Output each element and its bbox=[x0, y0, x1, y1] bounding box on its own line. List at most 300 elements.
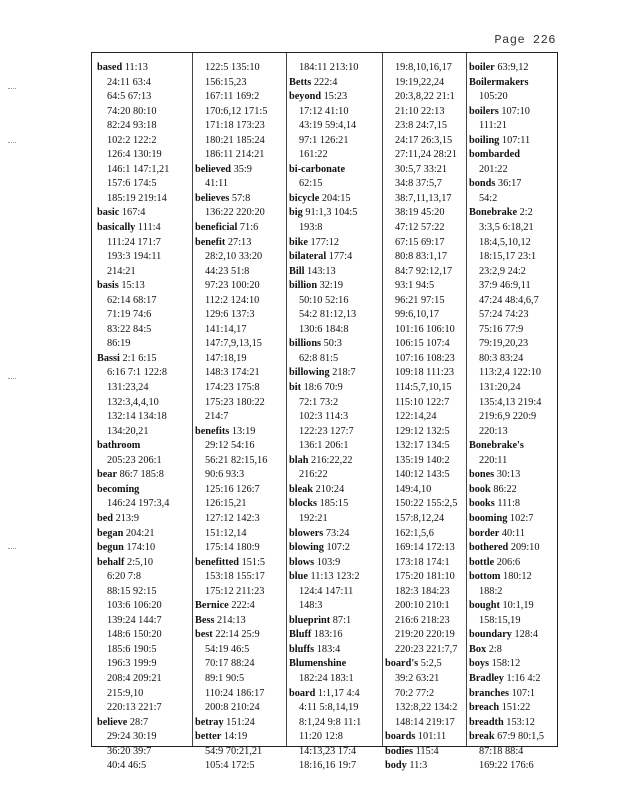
index-entry-continuation bbox=[97, 163, 189, 178]
index-entry-continuation bbox=[469, 366, 556, 381]
page-line-refs: 89:1 90:5 bbox=[205, 672, 245, 684]
page-line-refs: 135:19 140:2 bbox=[395, 454, 450, 466]
index-term: bonds bbox=[469, 178, 496, 190]
page-line-refs: 122:23 127:7 bbox=[299, 425, 354, 437]
index-entry-continuation bbox=[385, 701, 468, 716]
page-line-refs: 213:9 bbox=[115, 512, 140, 524]
column-divider bbox=[382, 53, 383, 746]
index-entry-continuation bbox=[195, 410, 285, 425]
index-term: begun bbox=[97, 542, 124, 554]
index-entry-continuation bbox=[195, 454, 285, 469]
page-line-refs: 167:4 bbox=[121, 207, 146, 219]
page-line-refs: 71:19 74:6 bbox=[107, 309, 152, 321]
index-entry-continuation bbox=[97, 177, 189, 192]
index-entry bbox=[469, 76, 556, 91]
index-term: bathroom bbox=[97, 440, 141, 452]
index-entry-continuation bbox=[195, 497, 285, 512]
index-term: bombarded bbox=[469, 149, 520, 161]
index-entry-continuation bbox=[289, 105, 380, 120]
page-line-refs: 175:23 180:22 bbox=[205, 396, 265, 408]
index-entry-continuation bbox=[195, 308, 285, 323]
index-column-5 bbox=[469, 53, 556, 772]
page-line-refs: 2:2 bbox=[519, 207, 533, 219]
index-entry bbox=[97, 512, 189, 527]
index-term: breach bbox=[469, 702, 500, 714]
index-entry bbox=[469, 541, 556, 556]
index-entry-continuation bbox=[385, 90, 468, 105]
index-entry-continuation bbox=[385, 396, 468, 411]
index-entry bbox=[195, 236, 285, 251]
page-line-refs: 115:10 122:7 bbox=[395, 396, 450, 408]
index-entry bbox=[289, 76, 380, 91]
index-entry-continuation bbox=[97, 308, 189, 323]
index-entry bbox=[469, 497, 556, 512]
index-entry-continuation bbox=[385, 672, 468, 687]
index-entry-continuation bbox=[195, 177, 285, 192]
index-entry-continuation bbox=[385, 236, 468, 251]
index-entry bbox=[289, 236, 380, 251]
page-line-refs: 185:15 bbox=[319, 498, 349, 510]
page-line-refs: 132:3,4,4,10 bbox=[107, 396, 159, 408]
page-line-refs: 170:6,12 171:5 bbox=[205, 105, 268, 117]
index-term: boards bbox=[385, 731, 416, 743]
index-term: bottom bbox=[469, 571, 501, 583]
index-entry bbox=[97, 541, 189, 556]
page-line-refs: 122:14,24 bbox=[395, 411, 437, 423]
index-term: boys bbox=[469, 658, 490, 670]
index-term: blah bbox=[289, 454, 309, 466]
page-line-refs: 14:13,23 17:4 bbox=[299, 745, 357, 757]
index-entry bbox=[469, 206, 556, 221]
index-term: bleak bbox=[289, 483, 314, 495]
index-entry-continuation bbox=[469, 119, 556, 134]
page-line-refs: 19:8,10,16,17 bbox=[395, 62, 452, 73]
index-entry-continuation bbox=[289, 759, 380, 774]
index-entry-continuation bbox=[195, 265, 285, 280]
index-entry-continuation bbox=[385, 177, 468, 192]
index-entry-continuation bbox=[195, 337, 285, 352]
page-line-refs: 182:3 184:23 bbox=[395, 585, 450, 597]
index-term: bilateral bbox=[289, 251, 327, 263]
index-entry bbox=[469, 628, 556, 643]
page-line-refs: 79:19,20,23 bbox=[479, 338, 529, 350]
index-entry-continuation bbox=[195, 76, 285, 91]
index-entry-continuation bbox=[195, 105, 285, 120]
index-term: best bbox=[195, 629, 213, 641]
index-entry-continuation bbox=[469, 352, 556, 367]
index-entry-continuation bbox=[97, 236, 189, 251]
index-entry-continuation bbox=[385, 76, 468, 91]
index-entry-continuation bbox=[385, 643, 468, 658]
index-term: bicycle bbox=[289, 192, 320, 204]
page-line-refs: 82:24 93:18 bbox=[107, 120, 157, 132]
index-entry bbox=[469, 701, 556, 716]
page-line-refs: 126:15,21 bbox=[205, 498, 247, 510]
index-entry bbox=[469, 468, 556, 483]
page-line-refs: 183:4 bbox=[316, 643, 341, 655]
index-term: bit bbox=[289, 382, 302, 394]
page-line-refs: 222:4 bbox=[231, 600, 255, 612]
page-line-refs: 186:11 214:21 bbox=[205, 149, 265, 161]
page-line-refs: 1:1,17 4:4 bbox=[317, 687, 360, 699]
index-term: book bbox=[469, 483, 491, 495]
page-line-refs: 129:12 132:5 bbox=[395, 425, 450, 437]
page-line-refs: 107:2 bbox=[326, 542, 350, 554]
index-entry-continuation bbox=[97, 657, 189, 672]
page-line-refs: 22:14 25:9 bbox=[215, 629, 260, 641]
page-line-refs: 102:2 122:2 bbox=[107, 134, 157, 146]
index-entry-continuation bbox=[97, 250, 189, 265]
page-line-refs: 19:19,22,24 bbox=[395, 76, 445, 88]
index-entry-continuation bbox=[97, 119, 189, 134]
index-entry-continuation bbox=[385, 265, 468, 280]
index-term: blueprint bbox=[289, 614, 331, 626]
page-line-refs: 30:13 bbox=[496, 469, 521, 481]
page-line-refs: 136:1 206:1 bbox=[299, 440, 349, 452]
page-line-refs: 84:7 92:12,17 bbox=[395, 265, 453, 277]
page-line-refs: 214:21 bbox=[107, 265, 136, 277]
index-entry-continuation bbox=[385, 556, 468, 571]
index-term: better bbox=[195, 731, 222, 743]
page-number: Page 226 bbox=[494, 33, 556, 47]
page-line-refs: 27:13 bbox=[227, 236, 252, 248]
index-entry bbox=[97, 439, 189, 454]
index-entry bbox=[97, 468, 189, 483]
index-entry-continuation bbox=[289, 425, 380, 440]
page-line-refs: 54:2 81:12,13 bbox=[299, 309, 357, 321]
page-line-refs: 183:16 bbox=[313, 629, 343, 641]
page-line-refs: 11:3 bbox=[409, 760, 428, 772]
index-entry-continuation bbox=[289, 119, 380, 134]
page-line-refs: 148:3 bbox=[299, 600, 323, 612]
index-entry bbox=[289, 483, 380, 498]
index-entry-continuation bbox=[385, 527, 468, 542]
page-line-refs: 103:9 bbox=[316, 556, 341, 568]
index-term: Blumenshine bbox=[289, 658, 347, 670]
index-entry-continuation bbox=[195, 90, 285, 105]
index-term: beyond bbox=[289, 91, 322, 103]
index-entry bbox=[469, 527, 556, 542]
index-term: betray bbox=[195, 716, 224, 728]
index-entry bbox=[97, 279, 189, 294]
index-term: bones bbox=[469, 469, 495, 481]
page-line-refs: 151:22 bbox=[501, 702, 531, 714]
index-entry bbox=[385, 730, 468, 745]
page-line-refs: 126:4 130:19 bbox=[107, 149, 162, 161]
index-entry-continuation bbox=[385, 628, 468, 643]
index-entry-continuation bbox=[469, 265, 556, 280]
index-entry bbox=[289, 657, 380, 672]
page-line-refs: 132:17 134:5 bbox=[395, 440, 450, 452]
page-line-refs: 220:13 bbox=[479, 425, 508, 437]
page-line-refs: 167:11 169:2 bbox=[205, 91, 260, 103]
page-line-refs: 40:11 bbox=[501, 527, 525, 539]
index-entry-continuation bbox=[289, 294, 380, 309]
index-entry-continuation bbox=[97, 265, 189, 280]
index-term: blue bbox=[289, 571, 308, 583]
index-entry bbox=[469, 657, 556, 672]
index-entry-continuation bbox=[469, 585, 556, 600]
page-line-refs: 56:21 82:15,16 bbox=[205, 454, 268, 466]
page-line-refs: 204:15 bbox=[321, 192, 351, 204]
index-entry-continuation bbox=[97, 105, 189, 120]
page-line-refs: 4:11 5:8,14,19 bbox=[299, 702, 359, 714]
page-line-refs: 13:19 bbox=[231, 425, 256, 437]
index-entry bbox=[469, 439, 556, 454]
page-line-refs: 109:18 111:23 bbox=[395, 367, 455, 379]
page-line-refs: 91:1,3 104:5 bbox=[305, 207, 358, 219]
index-entry bbox=[289, 381, 380, 396]
index-term: boiler bbox=[469, 62, 495, 73]
page-line-refs: 216:22,22 bbox=[311, 454, 353, 466]
page-line-refs: 24:17 26:3,15 bbox=[395, 134, 453, 146]
page-line-refs: 158:15,19 bbox=[479, 614, 521, 626]
index-term: blowing bbox=[289, 542, 324, 554]
index-term: Bess bbox=[195, 614, 215, 626]
page-line-refs: 113:2,4 122:10 bbox=[479, 367, 541, 379]
index-entry-continuation bbox=[385, 148, 468, 163]
page-line-refs: 8:1,24 9:8 11:1 bbox=[299, 716, 362, 728]
page-line-refs: 23:8 24:7,15 bbox=[395, 120, 448, 132]
index-entry-continuation bbox=[469, 759, 556, 774]
page-line-refs: 43:19 59:4,14 bbox=[299, 120, 357, 132]
index-entry bbox=[289, 279, 380, 294]
index-entry-continuation bbox=[385, 439, 468, 454]
index-entry-continuation bbox=[385, 716, 468, 731]
index-term: Bradley bbox=[469, 672, 504, 684]
page-line-refs: 175:12 211:23 bbox=[205, 585, 265, 597]
page-line-refs: 140:12 143:5 bbox=[395, 469, 450, 481]
index-term: break bbox=[469, 731, 495, 743]
index-entry-continuation bbox=[289, 323, 380, 338]
page-line-refs: 6:16 7:1 122:8 bbox=[107, 367, 168, 379]
index-entry-continuation bbox=[385, 454, 468, 469]
page-line-refs: 28:7 bbox=[129, 716, 149, 728]
page-line-refs: 174:10 bbox=[126, 542, 156, 554]
page-line-refs: 86:7 185:8 bbox=[119, 469, 164, 481]
index-entry-continuation bbox=[97, 585, 189, 600]
index-entry-continuation bbox=[195, 352, 285, 367]
index-entry-continuation bbox=[385, 119, 468, 134]
index-entry bbox=[289, 192, 380, 207]
index-entry bbox=[195, 716, 285, 731]
page-line-refs: 62:8 81:5 bbox=[299, 352, 339, 364]
index-entry-continuation bbox=[97, 410, 189, 425]
page-line-refs: 214:13 bbox=[217, 614, 246, 626]
index-entry bbox=[469, 570, 556, 585]
page-line-refs: 131:20,24 bbox=[479, 382, 521, 394]
page-line-refs: 162:1,5,6 bbox=[395, 527, 434, 539]
page-line-refs: 147:18,19 bbox=[205, 352, 247, 364]
index-entry-continuation bbox=[97, 643, 189, 658]
page-line-refs: 220:13 221:7 bbox=[107, 702, 162, 714]
index-term: boilers bbox=[469, 105, 499, 117]
index-entry-continuation bbox=[97, 148, 189, 163]
page-line-refs: 11:20 12:8 bbox=[299, 731, 343, 743]
page-line-refs: 96:21 97:15 bbox=[395, 294, 445, 306]
index-entry-continuation bbox=[289, 745, 380, 760]
page-line-refs: 80:8 83:1,17 bbox=[395, 251, 448, 263]
index-entry-continuation bbox=[97, 745, 189, 760]
index-entry-continuation bbox=[195, 366, 285, 381]
page-line-refs: 151:24 bbox=[226, 716, 255, 728]
page-line-refs: 2:5,10 bbox=[127, 556, 154, 568]
page-line-refs: 185:19 219:14 bbox=[107, 192, 167, 204]
index-entry-continuation bbox=[97, 294, 189, 309]
page-line-refs: 24:11 63:4 bbox=[107, 76, 151, 88]
page-line-refs: 41:11 bbox=[205, 178, 229, 190]
index-entry-continuation bbox=[385, 134, 468, 149]
page-line-refs: 30:5,7 33:21 bbox=[395, 163, 448, 175]
index-entry-continuation bbox=[289, 148, 380, 163]
page-line-refs: 18:6 70:9 bbox=[303, 382, 343, 394]
margin-mark bbox=[8, 548, 16, 550]
page-line-refs: 86:22 bbox=[493, 483, 517, 495]
page-line-refs: 83:22 84:5 bbox=[107, 323, 152, 335]
page-line-refs: 218:7 bbox=[332, 367, 356, 379]
index-entry bbox=[469, 716, 556, 731]
index-entry-continuation bbox=[385, 541, 468, 556]
page-line-refs: 110:24 186:17 bbox=[205, 687, 265, 699]
page-line-refs: 148:14 219:17 bbox=[395, 716, 455, 728]
index-term: Bill bbox=[289, 265, 305, 277]
page-line-refs: 5:2,5 bbox=[420, 658, 442, 670]
index-entry bbox=[97, 61, 189, 76]
page-line-refs: 64:5 67:13 bbox=[107, 91, 152, 103]
index-term: Bernice bbox=[195, 600, 229, 612]
index-entry-continuation bbox=[97, 323, 189, 338]
index-entry-continuation bbox=[469, 425, 556, 440]
page-line-refs: 215:9,10 bbox=[107, 687, 144, 699]
page-line-refs: 149:4,10 bbox=[395, 483, 432, 495]
page-line-refs: 93:1 94:5 bbox=[395, 280, 435, 292]
page-line-refs: 216:22 bbox=[299, 469, 328, 481]
page-line-refs: 15:13 bbox=[121, 280, 145, 292]
index-entry bbox=[97, 483, 189, 498]
index-term: based bbox=[97, 62, 123, 73]
index-entry bbox=[289, 206, 380, 221]
index-entry-continuation bbox=[97, 628, 189, 643]
index-term: breadth bbox=[469, 716, 504, 728]
index-entry bbox=[97, 556, 189, 571]
index-entry-continuation bbox=[469, 614, 556, 629]
index-entry-continuation bbox=[195, 119, 285, 134]
index-entry-continuation bbox=[97, 366, 189, 381]
index-entry-continuation bbox=[469, 192, 556, 207]
index-entry bbox=[289, 366, 380, 381]
page-line-refs: 209:10 bbox=[510, 542, 540, 554]
index-term: branches bbox=[469, 687, 510, 699]
index-entry-continuation bbox=[97, 614, 189, 629]
index-term: bike bbox=[289, 236, 308, 248]
index-entry-continuation bbox=[195, 643, 285, 658]
page-line-refs: 70:2 77:2 bbox=[395, 687, 435, 699]
index-entry bbox=[195, 163, 285, 178]
page-line-refs: 129:6 137:3 bbox=[205, 309, 255, 321]
page-line-refs: 169:14 172:13 bbox=[395, 542, 455, 554]
index-entry-continuation bbox=[289, 512, 380, 527]
page-line-refs: 131:23,24 bbox=[107, 382, 149, 394]
index-entry-continuation bbox=[195, 250, 285, 265]
index-entry-continuation bbox=[385, 687, 468, 702]
index-entry bbox=[97, 716, 189, 731]
page-line-refs: 220:23 221:7,7 bbox=[395, 643, 458, 655]
page-line-refs: 200:10 210:1 bbox=[395, 600, 450, 612]
index-column-3 bbox=[289, 53, 380, 772]
page-line-refs: 75:16 77:9 bbox=[479, 323, 524, 335]
index-entry-continuation bbox=[469, 745, 556, 760]
index-entry bbox=[289, 687, 380, 702]
page-line-refs: 107:10 bbox=[501, 105, 530, 117]
index-entry-continuation bbox=[385, 250, 468, 265]
page-line-refs: 157:6 174:5 bbox=[107, 178, 157, 190]
page-line-refs: 86:19 bbox=[107, 338, 131, 350]
page-line-refs: 102:7 bbox=[509, 512, 534, 524]
index-entry-continuation bbox=[195, 512, 285, 527]
index-term: bi-carbonate bbox=[289, 163, 346, 175]
index-entry bbox=[289, 556, 380, 571]
index-entry-continuation bbox=[469, 396, 556, 411]
index-term: benefitted bbox=[195, 556, 240, 568]
page-line-refs: 35:9 bbox=[233, 163, 252, 175]
page-line-refs: 146:1 147:1,21 bbox=[107, 163, 170, 175]
page-line-refs: 196:3 199:9 bbox=[107, 658, 157, 670]
index-entry bbox=[195, 192, 285, 207]
index-entry-continuation bbox=[195, 206, 285, 221]
page-line-refs: 29:12 54:16 bbox=[205, 440, 255, 452]
index-entry bbox=[469, 512, 556, 527]
page-line-refs: 161:22 bbox=[299, 149, 328, 161]
page-line-refs: 125:16 126:7 bbox=[205, 483, 260, 495]
page-line-refs: 114:5,7,10,15 bbox=[395, 382, 452, 394]
page-line-refs: 57:24 74:23 bbox=[479, 309, 529, 321]
index-entry-continuation bbox=[469, 323, 556, 338]
page-line-refs: 150:22 155:2,5 bbox=[395, 498, 458, 510]
index-entry bbox=[385, 745, 468, 760]
index-entry-continuation bbox=[289, 396, 380, 411]
index-entry-continuation bbox=[289, 468, 380, 483]
index-entry-continuation bbox=[289, 599, 380, 614]
index-entry-continuation bbox=[97, 90, 189, 105]
page-line-refs: 105:20 bbox=[479, 91, 508, 103]
page-line-refs: 18:16,16 19:7 bbox=[299, 760, 357, 772]
index-entry-continuation bbox=[385, 599, 468, 614]
index-entry-continuation bbox=[97, 396, 189, 411]
index-entry bbox=[289, 454, 380, 469]
page-line-refs: 135:4,13 219:4 bbox=[479, 396, 542, 408]
page-line-refs: 175:14 180:9 bbox=[205, 542, 260, 554]
index-entry-continuation bbox=[469, 337, 556, 352]
index-term: bodies bbox=[385, 745, 414, 757]
index-entry bbox=[97, 221, 189, 236]
page-line-refs: 67:15 69:17 bbox=[395, 236, 445, 248]
index-entry-continuation bbox=[97, 701, 189, 716]
index-entry-continuation bbox=[385, 279, 468, 294]
index-entry-continuation bbox=[469, 410, 556, 425]
page-line-refs: 153:18 155:17 bbox=[205, 571, 265, 583]
index-entry bbox=[195, 221, 285, 236]
page-line-refs: 54:2 bbox=[479, 192, 498, 204]
index-column-4 bbox=[385, 53, 468, 772]
margin-mark bbox=[8, 88, 16, 90]
index-entry-continuation bbox=[385, 337, 468, 352]
page-line-refs: 103:6 106:20 bbox=[107, 600, 162, 612]
index-entry-continuation bbox=[289, 352, 380, 367]
page-line-refs: 185:6 190:5 bbox=[107, 643, 157, 655]
index-entry-continuation bbox=[385, 425, 468, 440]
index-entry bbox=[469, 134, 556, 149]
index-entry-continuation bbox=[195, 294, 285, 309]
